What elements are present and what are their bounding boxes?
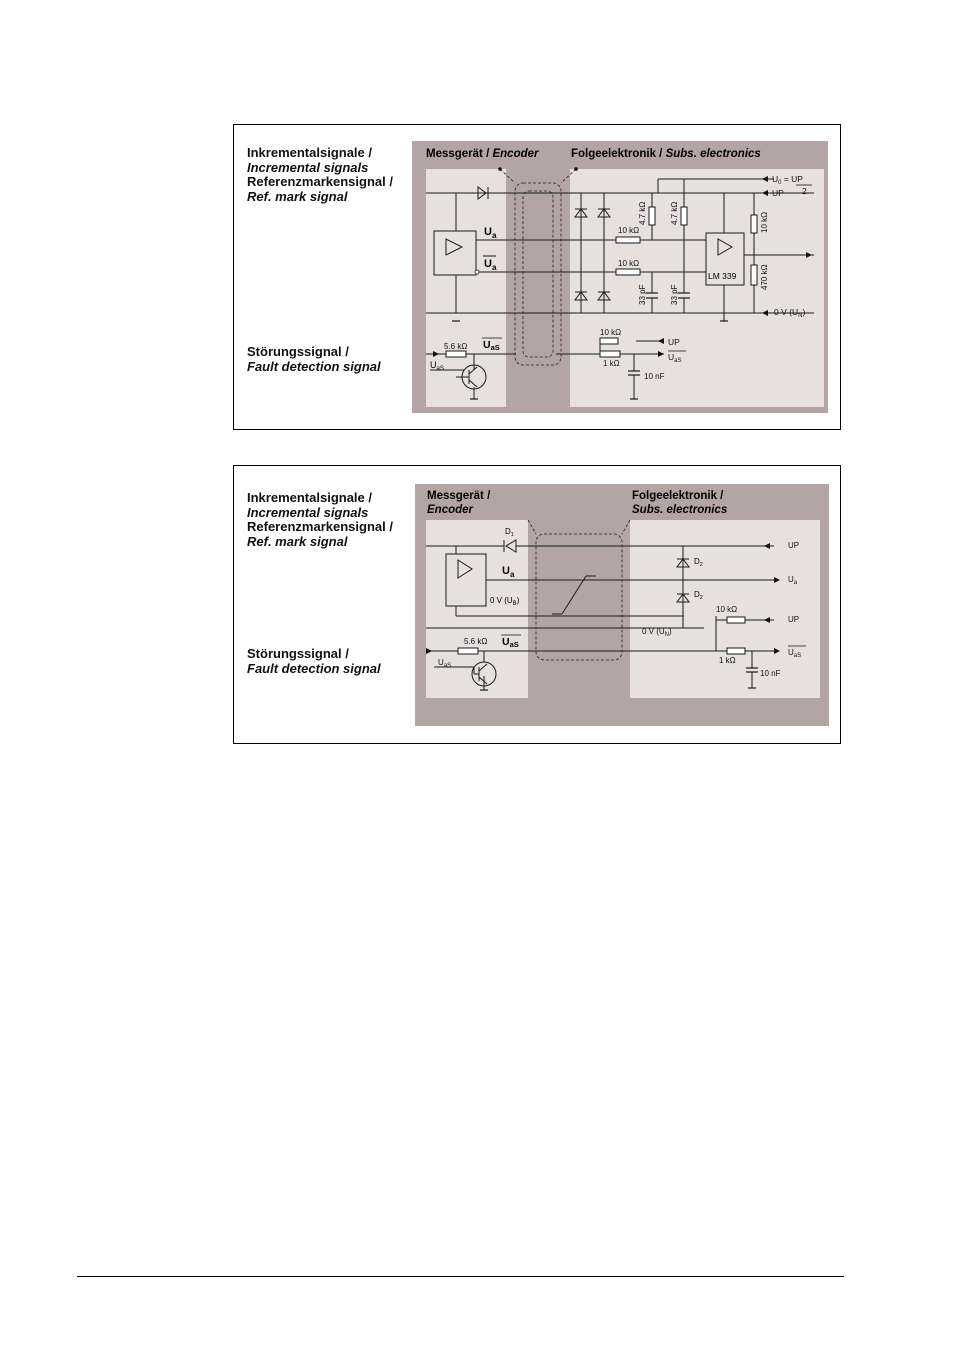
r10k-d-label: 10 kΩ bbox=[600, 328, 622, 337]
header-subs-de-2: Folgeelektronik / bbox=[632, 490, 724, 502]
header-subs: Folgeelektronik / Subs. electronics bbox=[571, 148, 761, 160]
label-fault-en: Fault detection signal bbox=[247, 358, 381, 374]
header-encoder: Messgerät / Encoder bbox=[426, 148, 539, 160]
c33-b-label: 33 pF bbox=[670, 284, 679, 305]
shield-dot-right bbox=[574, 167, 578, 171]
up2-label-2: UP bbox=[788, 615, 800, 624]
ua-label: $U_a$ bbox=[484, 226, 497, 240]
zero-vb-label: 0 V $(U_B)$ bbox=[490, 596, 520, 607]
label-ref-en-2: Ref. mark signal bbox=[247, 533, 348, 549]
shield-dot-left bbox=[498, 167, 502, 171]
label-incremental-de: Inkrementalsignale / bbox=[247, 145, 372, 160]
encoder-amplifier bbox=[434, 231, 479, 275]
d2b-label: $D_2$ bbox=[694, 590, 703, 601]
up-label: UP bbox=[772, 188, 784, 198]
uas-out-label: $U_{aS}$ bbox=[668, 352, 682, 364]
ua-out-label-2: $U_a$ bbox=[788, 575, 798, 586]
header-encoder-en-2: Encoder bbox=[427, 504, 474, 516]
label-incremental-de-2: Inkrementalsignale / bbox=[247, 490, 372, 505]
r1k-label: 1 kΩ bbox=[603, 359, 620, 368]
schematic-1 bbox=[234, 125, 842, 431]
header-encoder-de-2: Messgerät / bbox=[427, 490, 491, 502]
label-incremental-en-2: Incremental signals bbox=[247, 504, 369, 520]
r10k-c-label: 10 kΩ bbox=[760, 211, 769, 233]
c33-a-label: 33 pF bbox=[638, 284, 647, 305]
circuit-diagram-1 bbox=[233, 124, 841, 430]
uas-in-label-2: $U_{aS}$ bbox=[438, 658, 452, 669]
u0-denominator: 2 bbox=[802, 186, 807, 196]
footer-rule bbox=[77, 1276, 844, 1277]
uas-bar-label: UaS bbox=[483, 339, 500, 352]
r1k-label-2: 1 kΩ bbox=[719, 656, 736, 665]
ua-bar-label: $U_a$ bbox=[484, 258, 497, 272]
encoder-amplifier-2 bbox=[446, 554, 486, 606]
zero-vn-label: 0 V $(U_N)$ bbox=[642, 627, 672, 638]
encoder-panel-2 bbox=[426, 520, 528, 698]
up2-label: UP bbox=[668, 337, 680, 347]
uas-bar-label-2: UaS bbox=[502, 636, 519, 649]
r10k-b-label: 10 kΩ bbox=[618, 259, 640, 268]
label-fault-de: Störungssignal / bbox=[247, 344, 349, 359]
r470k-label: 470 kΩ bbox=[760, 264, 769, 290]
r10k-label-2: 10 kΩ bbox=[716, 605, 738, 614]
r47k-a-label: 4.7 kΩ bbox=[638, 201, 647, 225]
label-fault-de-2: Störungssignal / bbox=[247, 646, 349, 661]
circuit-diagram-2 bbox=[233, 465, 841, 744]
up-label-2: UP bbox=[788, 541, 800, 550]
label-ref-de-2: Referenzmarkensignal / bbox=[247, 519, 393, 534]
uas-out-label-2: $U_{aS}$ bbox=[788, 648, 802, 659]
zero-v-label: 0 V $(U_N)$ bbox=[774, 307, 806, 319]
label-ref-en: Ref. mark signal bbox=[247, 188, 348, 204]
r47k-b-label: 4.7 kΩ bbox=[670, 201, 679, 225]
header-subs-en-2: Subs. electronics bbox=[632, 504, 728, 516]
uas-input-label: $U_{aS}$ bbox=[430, 360, 444, 372]
label-fault-en-2: Fault detection signal bbox=[247, 660, 381, 676]
d2a-label: $D_2$ bbox=[694, 557, 703, 568]
r56k-label-2: 5.6 kΩ bbox=[464, 637, 488, 646]
label-incremental-en: Incremental signals bbox=[247, 159, 369, 175]
label-ref-de: Referenzmarkensignal / bbox=[247, 174, 393, 189]
r56k-label: 5.6 kΩ bbox=[444, 342, 468, 351]
ua-label-2: $U_a$ bbox=[502, 565, 515, 579]
r10k-a-label: 10 kΩ bbox=[618, 226, 640, 235]
subs-electronics-panel bbox=[570, 169, 824, 407]
u0-label: $U_0$ = UP bbox=[772, 174, 803, 186]
c10n-label: 10 nF bbox=[644, 372, 665, 381]
lm339-label: LM 339 bbox=[708, 271, 737, 281]
d1-label: $D_1$ bbox=[505, 527, 514, 538]
c10n-label-2: 10 nF bbox=[760, 669, 781, 678]
schematic-2 bbox=[234, 466, 842, 745]
